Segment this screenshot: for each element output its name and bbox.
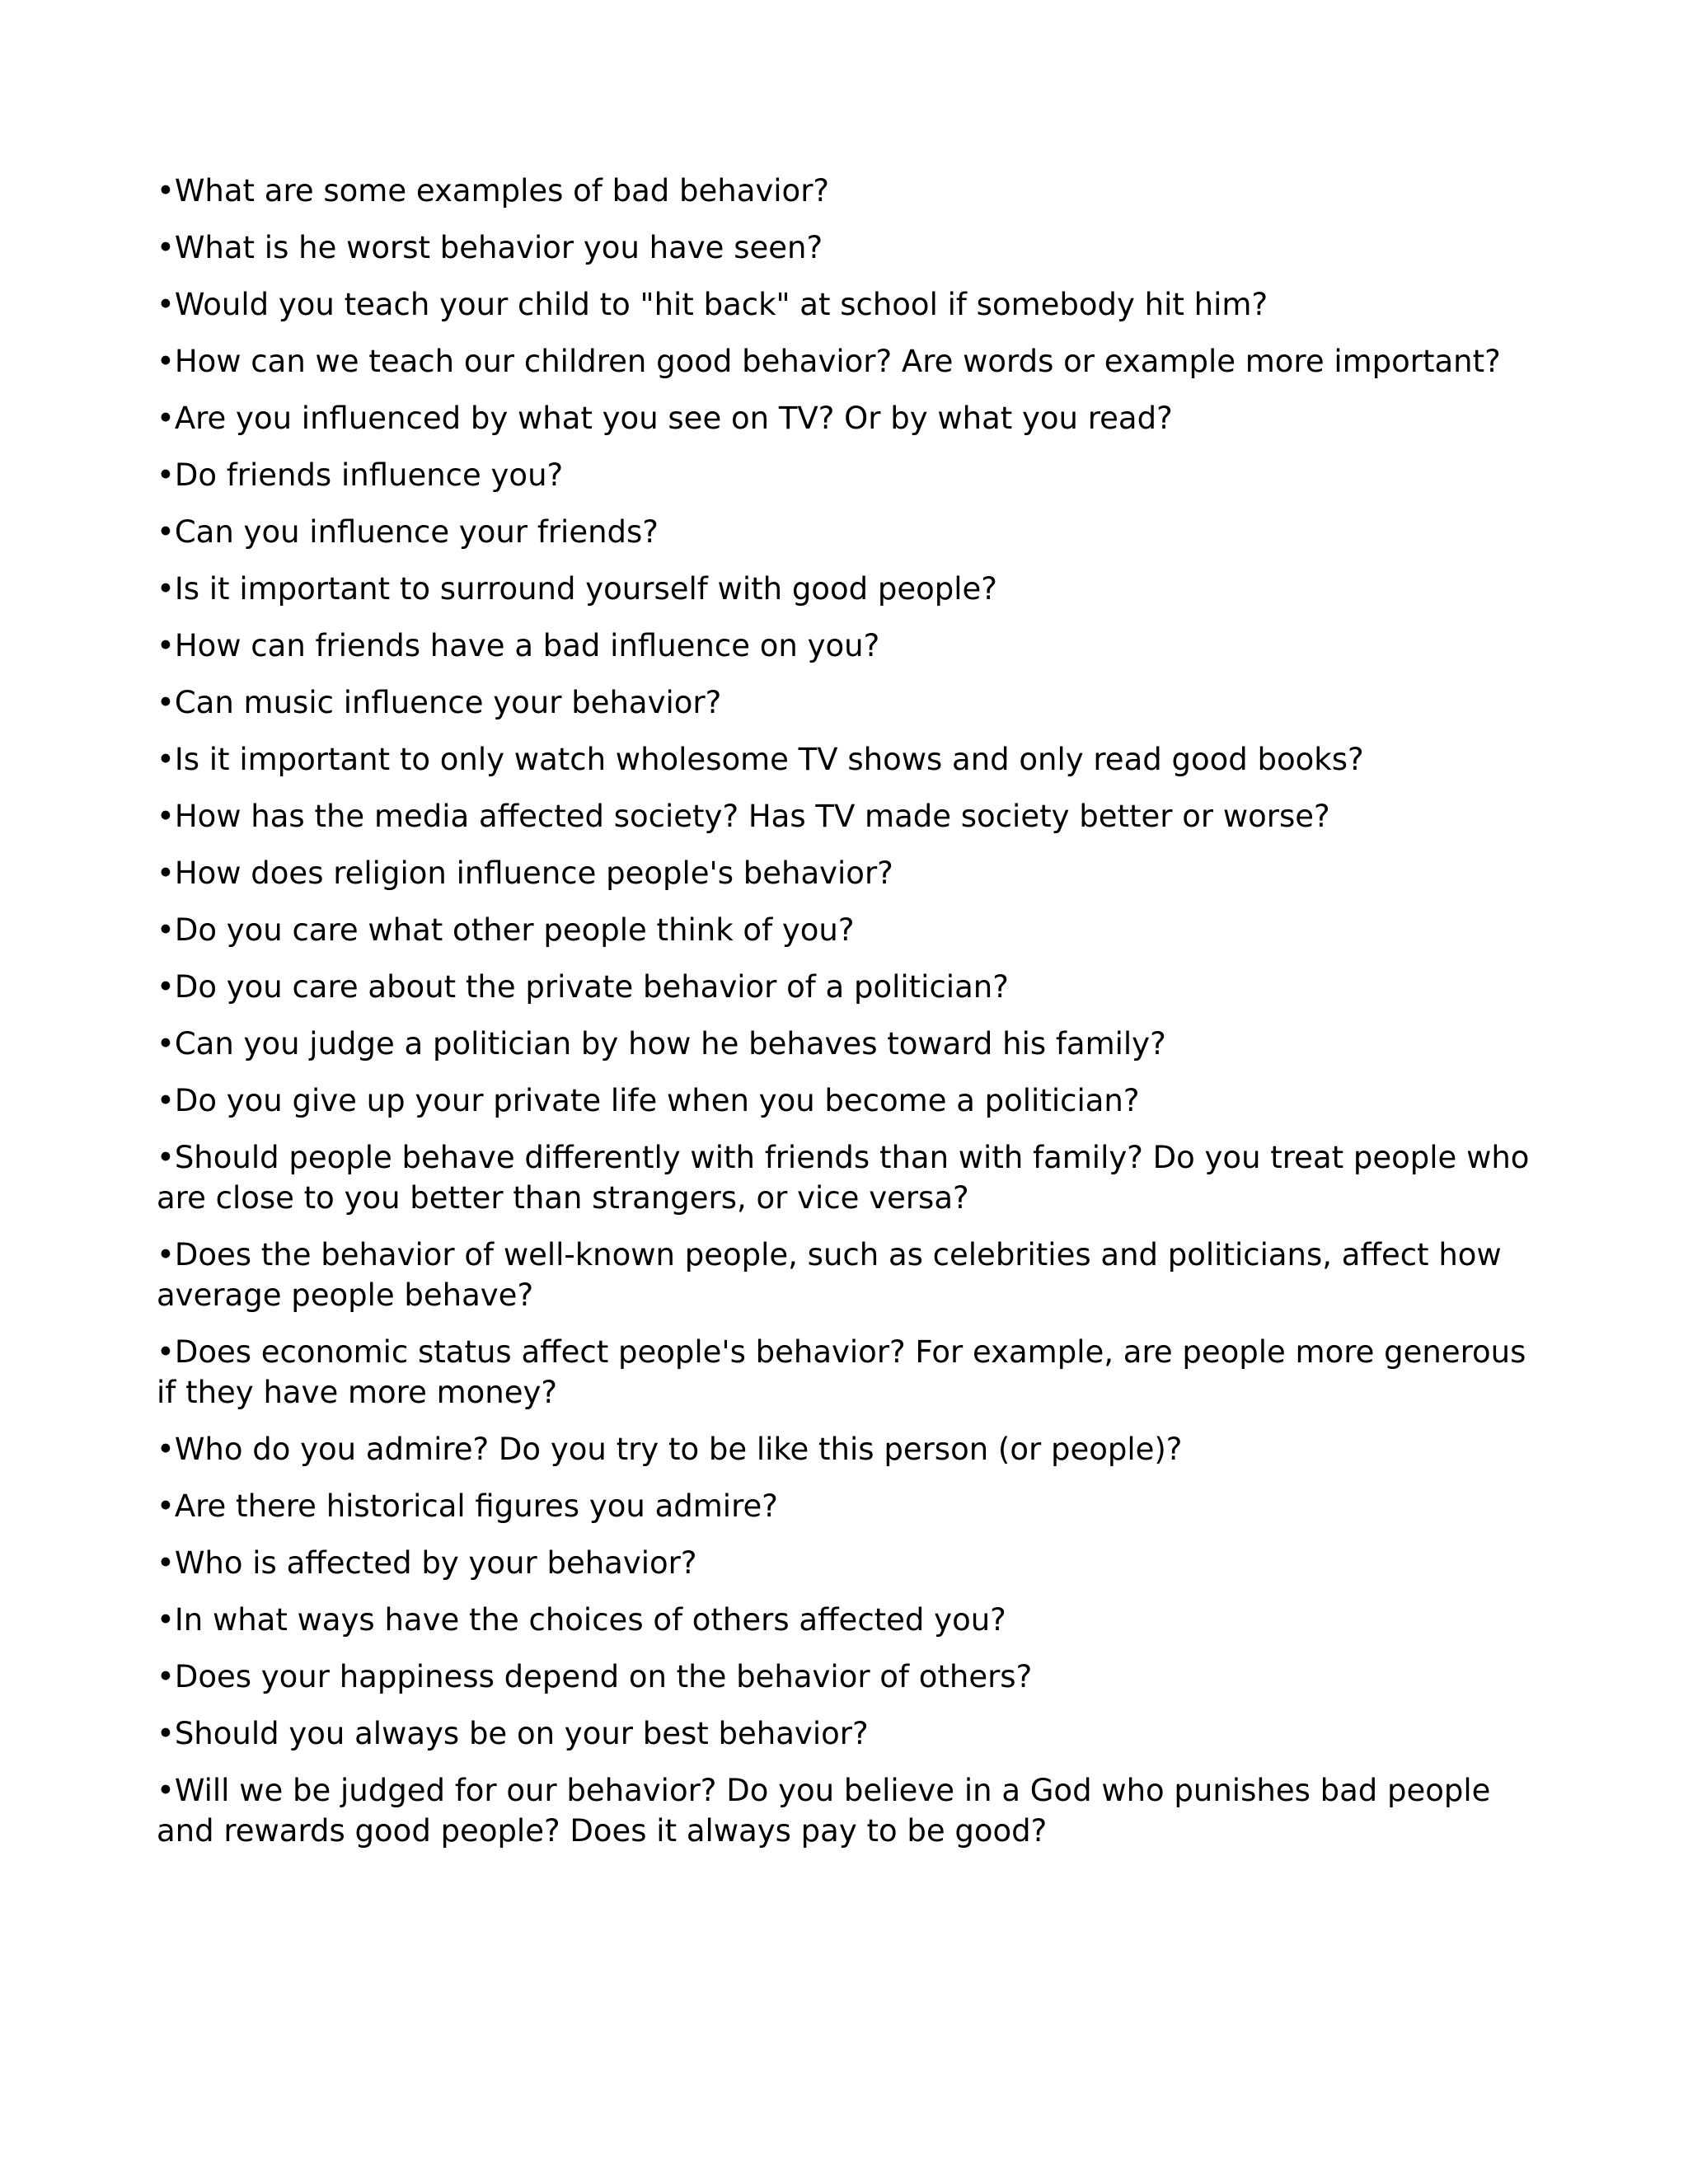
question-item: •In what ways have the choices of others affected you? bbox=[157, 1602, 1006, 1638]
question-item: •Would you teach your child to "hit back" at school if somebody hit him? bbox=[157, 287, 1268, 322]
question-list bbox=[157, 171, 1541, 1868]
question-item: •Does economic status affect people's behavior? For example, are people more generous if they have more money? bbox=[157, 1334, 1526, 1410]
question-item: •Are you influenced by what you see on TV? Or by what you read? bbox=[157, 401, 1173, 436]
question-item: •Can you influence your friends? bbox=[157, 514, 659, 550]
question-item: •Is it important to surround yourself with good people? bbox=[157, 571, 997, 607]
question-item: •Do you give up your private life when you become a politician? bbox=[157, 1083, 1140, 1118]
question-item: •Should you always be on your best behavior? bbox=[157, 1716, 869, 1751]
question-item: •Who do you admire? Do you try to be like this person (or people)? bbox=[157, 1432, 1183, 1467]
question-item: •Do you care what other people think of you? bbox=[157, 912, 855, 948]
question-item: •How can friends have a bad influence on you? bbox=[157, 628, 880, 663]
question-item: •How can we teach our children good behavior? Are words or example more important? bbox=[157, 344, 1501, 379]
question-item: •How has the media affected society? Has TV made society better or worse? bbox=[157, 799, 1330, 834]
question-item: •Do you care about the private behavior of a politician? bbox=[157, 969, 1009, 1005]
question-item: •Does your happiness depend on the behavior of others? bbox=[157, 1659, 1033, 1694]
question-item: •Does the behavior of well-known people, such as celebrities and politicians, affect how average people behave? bbox=[157, 1237, 1502, 1313]
question-item: •Will we be judged for our behavior? Do you believe in a God who punishes bad people and rewards good people? Does it always pay to be good? bbox=[157, 1773, 1491, 1849]
question-item: •Do friends influence you? bbox=[157, 457, 564, 493]
question-item: •Can music influence your behavior? bbox=[157, 685, 722, 720]
question-item: •Are there historical figures you admire? bbox=[157, 1488, 778, 1524]
question-item: •What are some examples of bad behavior? bbox=[157, 173, 830, 209]
question-item: •Can you judge a politician by how he behaves toward his family? bbox=[157, 1026, 1166, 1062]
question-item: •Who is affected by your behavior? bbox=[157, 1545, 697, 1581]
question-item: •How does religion influence people's behavior? bbox=[157, 855, 893, 891]
question-item: •What is he worst behavior you have seen? bbox=[157, 230, 823, 265]
question-item: •Should people behave differently with friends than with family? Do you treat people who are close to you better than strangers, or vice versa? bbox=[157, 1140, 1530, 1216]
question-item: •Is it important to only watch wholesome TV shows and only read good books? bbox=[157, 742, 1364, 777]
